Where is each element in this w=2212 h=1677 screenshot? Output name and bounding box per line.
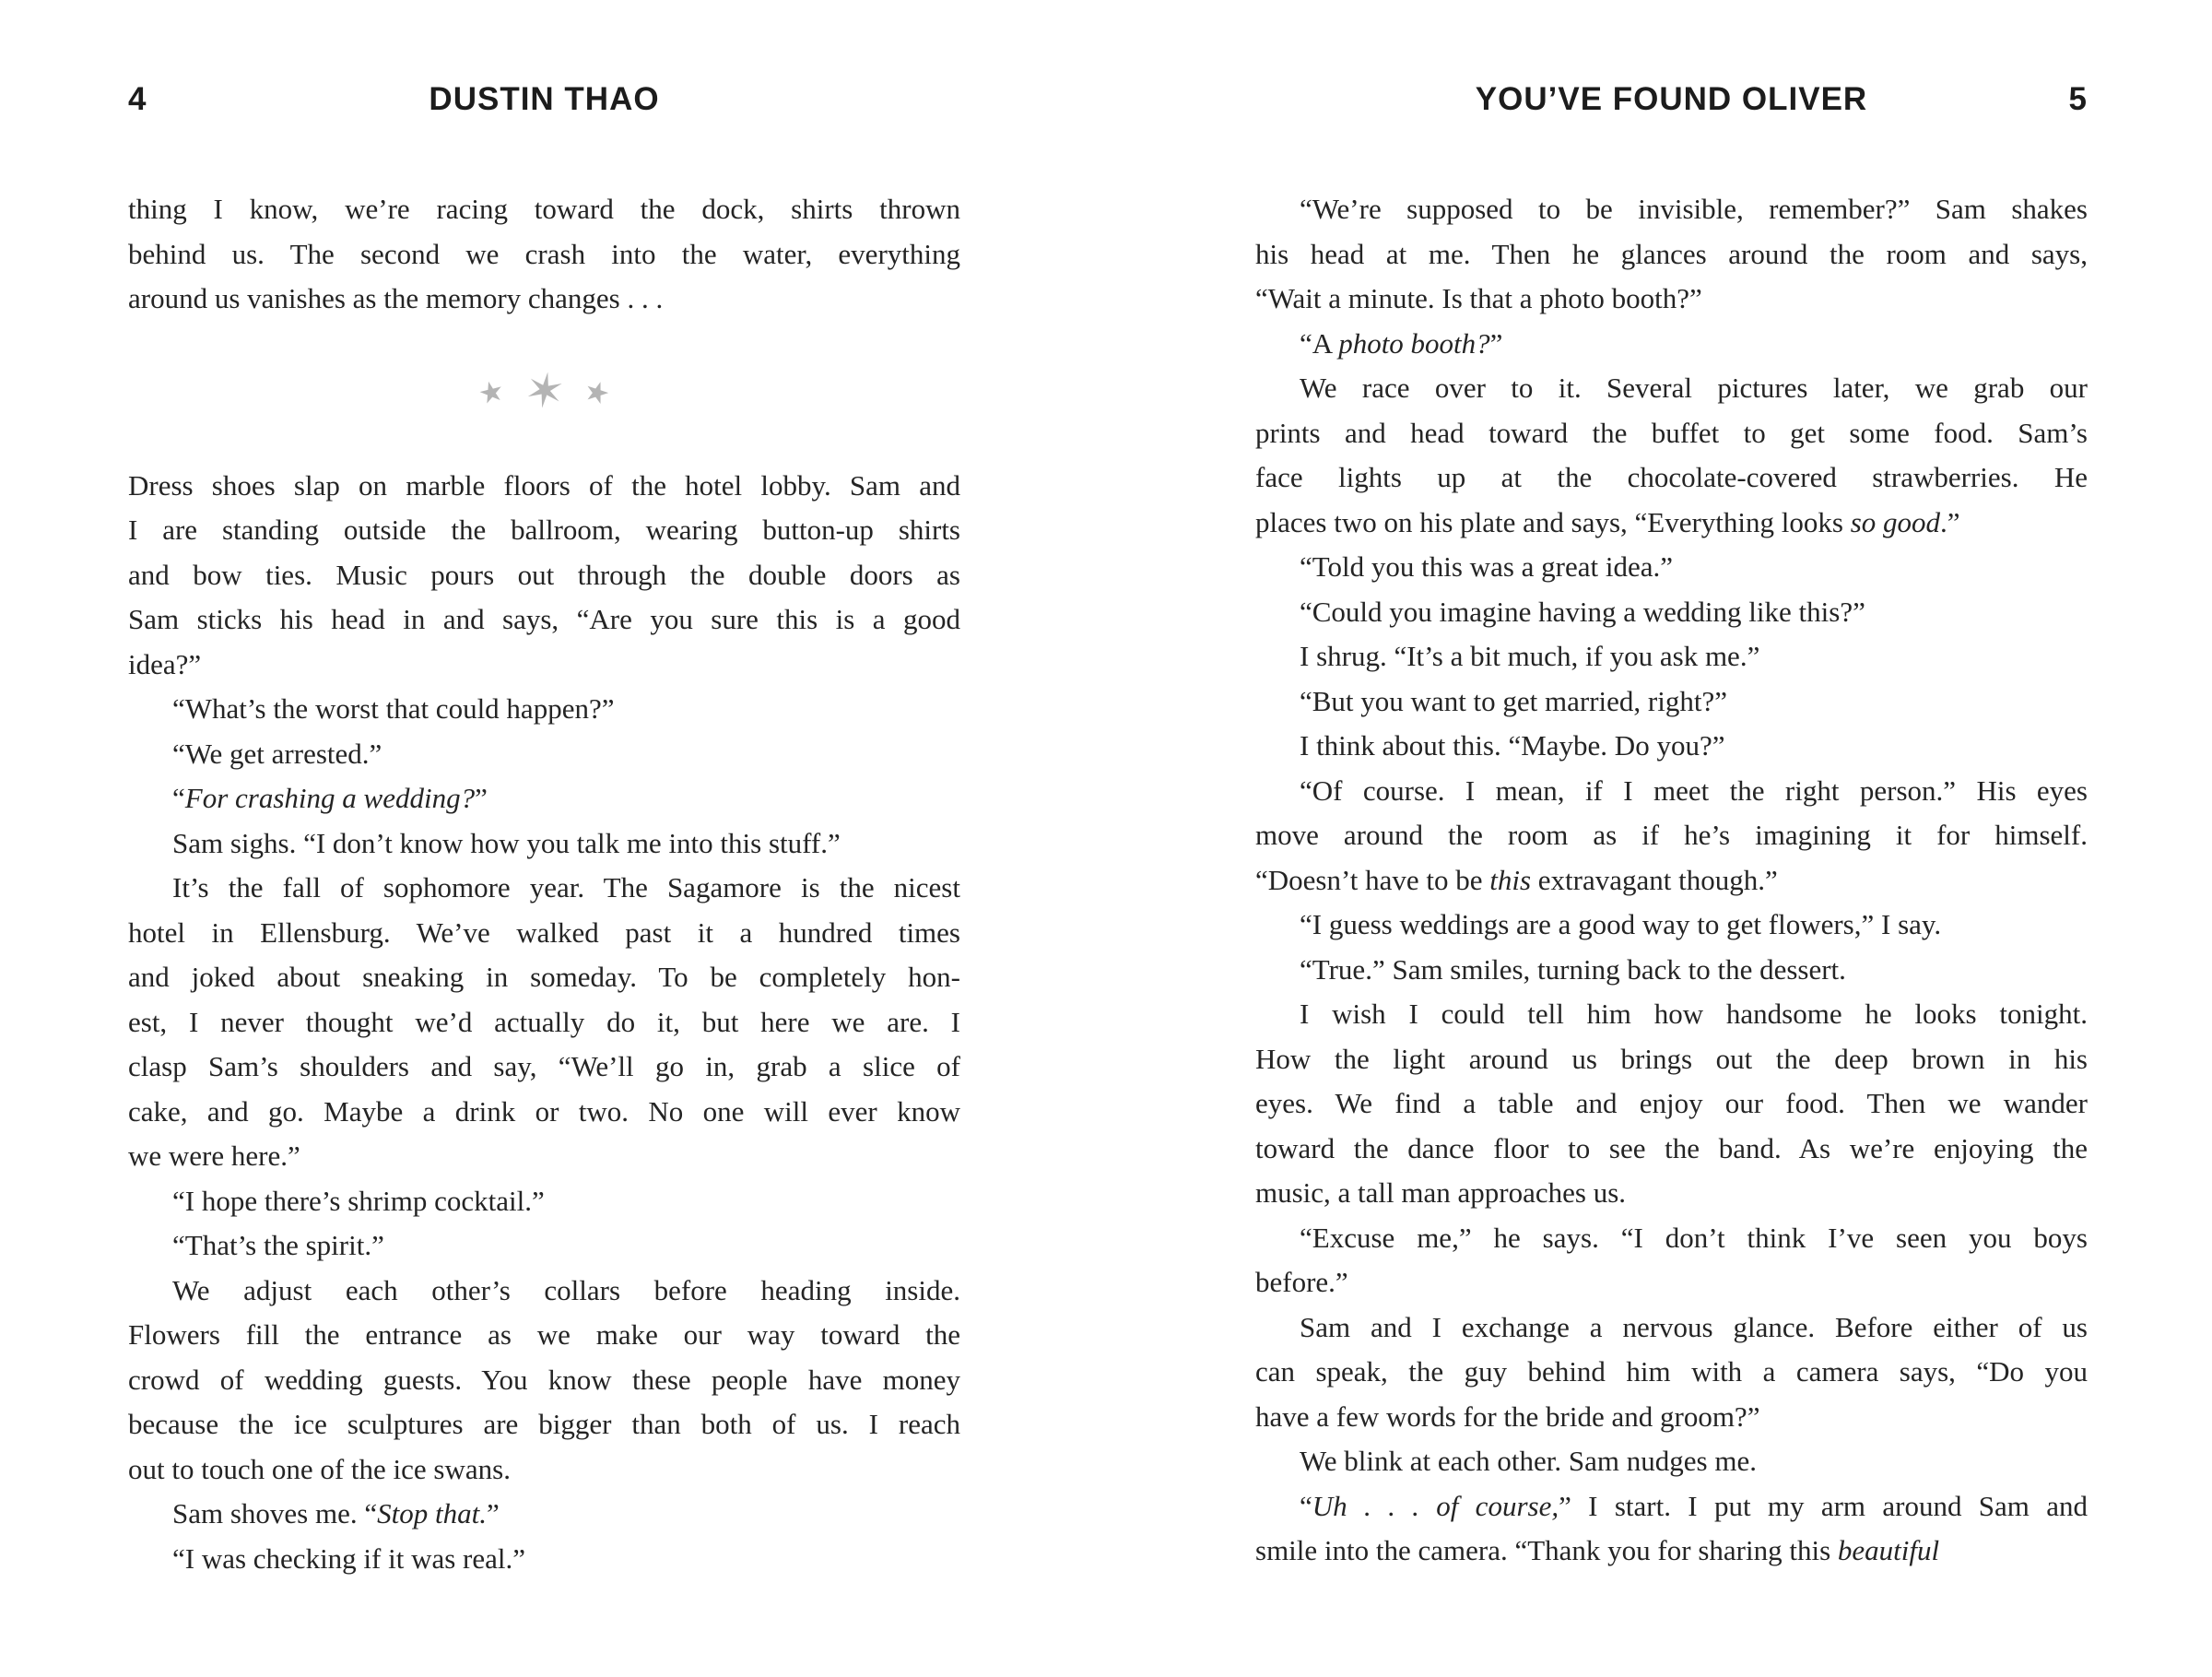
- text-line: [128, 687, 960, 732]
- text-run: I wish I could tell him how handsome he looks tonight.: [1300, 998, 2088, 1030]
- paragraph: [1255, 634, 2088, 679]
- text-line: [128, 1492, 960, 1537]
- text-run: ”: [475, 782, 488, 814]
- text-run: “Wait a minute. Is that a photo booth?”: [1255, 282, 1702, 314]
- italic-text-run: beautiful: [1837, 1534, 1940, 1566]
- text-run: I are standing outside the ballroom, wearing button-up shirts: [128, 514, 960, 546]
- text-run: smile into the camera. “Thank you for sharing this: [1255, 1534, 1838, 1566]
- paragraph: [128, 866, 960, 1179]
- text-run: “True.” Sam smiles, turning back to the dessert.: [1300, 952, 1846, 986]
- italic-text-run: so good: [1850, 505, 1941, 538]
- text-line: [1255, 1395, 2088, 1440]
- text-line: [128, 464, 960, 509]
- text-run: have a few words for the bride and groom?”: [1255, 1399, 1760, 1433]
- text-line: [1255, 992, 2088, 1037]
- text-run: can speak, the guy behind him with a camera says, “Do you: [1255, 1355, 2088, 1388]
- text-run: “We get arrested.”: [172, 737, 382, 770]
- text-run: “That’s the spirit.”: [172, 1229, 384, 1261]
- paragraph: [128, 1269, 960, 1493]
- text-run: clasp Sam’s shoulders and say, “We’ll go in, grab a slice of: [128, 1050, 960, 1082]
- text-run: Dress shoes slap on marble floors of the hotel lobby. Sam and: [128, 468, 960, 502]
- text-run: “I was checking if it was real.”: [172, 1541, 526, 1575]
- text-line: [128, 1179, 960, 1224]
- text-run: before.”: [1255, 1266, 1348, 1298]
- text-line: [1255, 590, 2088, 635]
- text-line: [128, 1537, 960, 1582]
- text-line: [1255, 1127, 2088, 1172]
- text-run: “We’re supposed to be invisible, remember?” Sam shakes: [1300, 193, 2088, 225]
- text-line: [128, 277, 960, 322]
- italic-text-run: this: [1489, 863, 1532, 896]
- text-run: “Of course. I mean, if I meet the right person.” His eyes: [1300, 774, 2088, 807]
- text-line: [128, 1223, 960, 1269]
- text-run: “What’s the worst that could happen?”: [172, 692, 615, 725]
- text-line: [1255, 679, 2088, 725]
- text-line: [128, 508, 960, 553]
- text-line: [1255, 545, 2088, 590]
- text-run: idea?”: [128, 647, 202, 680]
- paragraph: [1255, 590, 2088, 635]
- paragraph: [128, 1179, 960, 1224]
- text-line: [1255, 813, 2088, 858]
- text-run: face lights up at the chocolate-covered strawberries. He: [1255, 461, 2088, 493]
- five-point-star-icon: ★: [475, 373, 508, 411]
- text-run: “Excuse me,” he says. “I don’t think I’ve seen you boys: [1300, 1221, 2088, 1254]
- text-line: [1255, 1081, 2088, 1127]
- text-run: music, a tall man approaches us.: [1255, 1176, 1627, 1209]
- text-run: ”: [486, 1497, 500, 1529]
- text-run: Sam sighs. “I don’t know how you talk me into this stuff.”: [172, 826, 841, 859]
- text-run: prints and head toward the buffet to get some food. Sam’s: [1255, 416, 2088, 449]
- text-run: .”: [1940, 505, 1960, 538]
- text-line: [128, 1045, 960, 1090]
- paragraph: [1255, 679, 2088, 725]
- text-run: We race over to it. Several pictures later, we grab our: [1300, 372, 2088, 404]
- text-line: [128, 643, 960, 688]
- running-head-title: YOU’VE FOUND OLIVER: [1475, 81, 1868, 117]
- page-number-right: 5: [2068, 81, 2088, 117]
- right-page-text: [1255, 187, 2088, 1574]
- text-line: [1255, 366, 2088, 411]
- text-line: [128, 1269, 960, 1314]
- text-line: [1255, 948, 2088, 993]
- text-run: and joked about sneaking in someday. To be completely hon-: [128, 961, 960, 993]
- scene-break-separator: [128, 322, 960, 464]
- text-run: “But you want to get married, right?”: [1300, 684, 1728, 717]
- text-run: eyes. We find a table and enjoy our food. Then we wander: [1255, 1087, 2088, 1119]
- text-line: [1255, 322, 2088, 367]
- paragraph: [1255, 948, 2088, 993]
- text-line: [1255, 232, 2088, 278]
- text-line: [1255, 1305, 2088, 1351]
- paragraph: [1255, 992, 2088, 1216]
- text-line: [128, 1313, 960, 1358]
- text-line: [128, 821, 960, 867]
- six-point-star-icon: ✶: [520, 362, 569, 421]
- text-line: [128, 955, 960, 1000]
- text-line: [128, 1134, 960, 1179]
- text-line: [1255, 1260, 2088, 1305]
- text-line: [1255, 187, 2088, 232]
- text-line: [1255, 1216, 2088, 1261]
- paragraph: [1255, 187, 2088, 322]
- text-line: [1255, 1439, 2088, 1484]
- paragraph: [1255, 769, 2088, 903]
- text-run: cake, and go. Maybe a drink or two. No one will ever know: [128, 1094, 960, 1128]
- text-line: [1255, 1484, 2088, 1529]
- text-run: “I guess weddings are a good way to get flowers,” I say.: [1300, 908, 1942, 940]
- text-line: [1255, 1350, 2088, 1395]
- paragraph: [1255, 322, 2088, 367]
- italic-text-run: Uh . . . of course,: [1312, 1489, 1559, 1522]
- text-line: [128, 597, 960, 643]
- paragraph: [1255, 1216, 2088, 1305]
- text-line: [128, 1358, 960, 1403]
- italic-text-run: For crashing a wedding?: [184, 782, 476, 814]
- text-run: We adjust each other’s collars before heading inside.: [172, 1273, 960, 1306]
- text-line: [1255, 1037, 2088, 1082]
- italic-text-run: photo booth?: [1338, 326, 1490, 360]
- text-run: crowd of wedding guests. You know these people have money: [128, 1363, 960, 1396]
- text-run: because the ice sculptures are bigger than both of us. I reach: [128, 1408, 960, 1440]
- text-run: his head at me. Then he glances around the room and says,: [1255, 237, 2088, 270]
- text-run: and bow ties. Music pours out through the double doors as: [128, 558, 960, 591]
- text-line: [1255, 411, 2088, 456]
- text-line: [128, 1447, 960, 1493]
- paragraph: [128, 821, 960, 867]
- text-run: out to touch one of the ice swans.: [128, 1452, 511, 1485]
- text-run: around us vanishes as the memory changes . . .: [128, 282, 664, 314]
- text-run: we were here.”: [128, 1140, 300, 1172]
- text-line: [1255, 501, 2088, 546]
- paragraph: [1255, 1305, 2088, 1440]
- paragraph: [1255, 545, 2088, 590]
- paragraph: [128, 1492, 960, 1537]
- text-run: toward the dance floor to see the band. As we’re enjoying the: [1255, 1131, 2088, 1164]
- left-page-text: [128, 187, 960, 1581]
- text-run: “Could you imagine having a wedding like this?”: [1300, 595, 1865, 628]
- text-line: [128, 1000, 960, 1045]
- text-line: [128, 732, 960, 777]
- text-run: hotel in Ellensburg. We’ve walked past it a hundred times: [128, 915, 960, 949]
- paragraph: [128, 187, 960, 322]
- paragraph: [1255, 1439, 2088, 1484]
- text-run: “: [1300, 1489, 1312, 1522]
- italic-text-run: Stop that.: [377, 1497, 487, 1529]
- paragraph: [128, 464, 960, 688]
- text-run: I shrug. “It’s a bit much, if you ask me.”: [1300, 640, 1760, 672]
- text-run: ” I start. I put my arm around Sam and: [1559, 1489, 2088, 1522]
- text-run: “A: [1300, 326, 1339, 360]
- text-run: “I hope there’s shrimp cocktail.”: [172, 1184, 545, 1217]
- paragraph: [128, 687, 960, 732]
- text-run: We blink at each other. Sam nudges me.: [1300, 1445, 1757, 1477]
- paragraph: [1255, 1484, 2088, 1574]
- text-run: How the light around us brings out the deep brown in his: [1255, 1042, 2088, 1075]
- text-run: est, I never thought we’d actually do it, but here we are. I: [128, 1005, 960, 1038]
- text-line: [1255, 634, 2088, 679]
- text-run: Sam shoves me. “: [172, 1497, 378, 1529]
- text-line: [1255, 903, 2088, 948]
- running-head-author: DUSTIN THAO: [429, 81, 660, 117]
- text-line: [128, 232, 960, 278]
- text-line: [128, 1090, 960, 1135]
- text-run: thing I know, we’re racing toward the dock, shirts thrown: [128, 193, 960, 225]
- text-run: Sam sticks his head in and says, “Are you sure this is a good: [128, 603, 960, 635]
- text-line: [128, 911, 960, 956]
- text-run: “: [172, 782, 185, 814]
- text-run: Flowers fill the entrance as we make our way toward the: [128, 1318, 960, 1351]
- text-line: [1255, 858, 2088, 903]
- paragraph: [1255, 366, 2088, 545]
- paragraph: [128, 1537, 960, 1582]
- text-run: places two on his plate and says, “Everything looks: [1255, 505, 1851, 538]
- text-line: [1255, 724, 2088, 769]
- text-line: [1255, 277, 2088, 322]
- text-line: [1255, 1171, 2088, 1216]
- text-line: [128, 553, 960, 598]
- text-run: move around the room as if he’s imagining it for himself.: [1255, 819, 2088, 851]
- page-number-left: 4: [128, 81, 147, 117]
- text-run: “Told you this was a great idea.”: [1300, 550, 1673, 583]
- text-run: behind us. The second we crash into the water, everything: [128, 237, 960, 270]
- text-line: [1255, 769, 2088, 814]
- text-line: [128, 1402, 960, 1447]
- text-run: It’s the fall of sophomore year. The Sagamore is the nicest: [172, 871, 960, 903]
- text-line: [128, 187, 960, 232]
- paragraph: [1255, 724, 2088, 769]
- text-line: [128, 776, 960, 821]
- five-point-star-icon: ★: [580, 372, 615, 412]
- text-line: [128, 866, 960, 911]
- paragraph: [1255, 903, 2088, 948]
- paragraph: [128, 776, 960, 821]
- text-run: I think about this. “Maybe. Do you?”: [1300, 729, 1725, 762]
- text-run: extravagant though.”: [1531, 863, 1778, 896]
- text-run: Sam and I exchange a nervous glance. Before either of us: [1300, 1310, 2088, 1343]
- text-line: [1255, 1529, 2088, 1574]
- text-run: “Doesn’t have to be: [1255, 863, 1490, 896]
- paragraph: [128, 732, 960, 777]
- paragraph: [128, 1223, 960, 1269]
- text-line: [1255, 455, 2088, 501]
- text-run: ”: [1489, 326, 1503, 360]
